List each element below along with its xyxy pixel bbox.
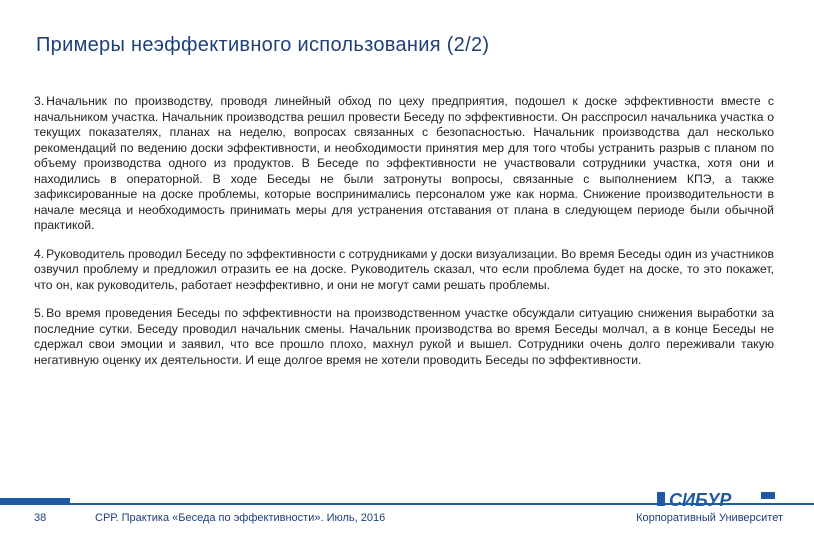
sibur-logo-icon [657, 488, 775, 510]
logo-text: СИБУР [669, 490, 732, 510]
slide-content [34, 94, 774, 381]
paragraph-number: 5. [34, 306, 45, 320]
paragraph-text: Во время проведения Беседы по эффективности на производственном участке обсуждали ситуацию снижения выработки за последние сутки. Беседу проводил начальник смены. Начальник производства во время Беседы молчал, а в конце Беседы не сдержал свои эмоции и заявил, что все прошло плохо, махнул рукой и вышел. Сотрудники очень долго переживали такую негативную оценку их деятельности. И еще долгое время не хотели проводить Беседы по эффективности. [34, 306, 774, 367]
footer-organization: Корпоративный Университет [636, 512, 783, 524]
paragraph-number: 3. [34, 94, 45, 108]
paragraph-number: 4. [34, 246, 45, 261]
logo-right-bar [761, 492, 775, 499]
paragraph-4 [34, 247, 774, 294]
paragraph-5 [34, 306, 774, 368]
footer-caption: СРР. Практика «Беседа по эффективности». Июль, 2016 [95, 512, 386, 524]
slide-title: Примеры неэффективного использования (2/2) [36, 34, 490, 56]
paragraph-text: Руководитель проводил Беседу по эффективности с сотрудниками у доски визуализации. Во время Беседы один из участников озвучил проблему и предложил отразить ее на доске. Руководитель сказал, что если проблема будет на доске, то это покажет, что он, как руководитель, работает неэффективно, и они не могут сами решать проблемы. [34, 246, 774, 292]
paragraph-3 [34, 94, 774, 234]
page-number: 38 [34, 512, 47, 524]
paragraph-text: Начальник по производству, проводя линейный обход по цеху предприятия, подошел к доске эффективности вместе с начальником участка. Начальник производства решил провести Беседу по эффективности. Он расспросил начальника участка о текущих показателях, планах на неделю, вопросах связанных с безопасностью. Начальник производства дал несколько рекомендаций по ведению доски эффективности, и необходимости принятия мер для того чтобы устранить разрыв с планом по объему производства одного из продуктов. В Беседе по эффективности не участвовали сотрудники участка, хотя они и находились в операторной. В ходе Беседы не были затронуты вопросы, связанные с выполнением КПЭ, а также зафиксированные на доске проблемы, которые воспринимались персоналом уже как норма. Снижение производительности в начале месяца и необходимость принимать меры для устранения отставания от плана в следующем периоде были обычной практикой. [34, 94, 774, 232]
logo-left-bar [657, 492, 665, 506]
